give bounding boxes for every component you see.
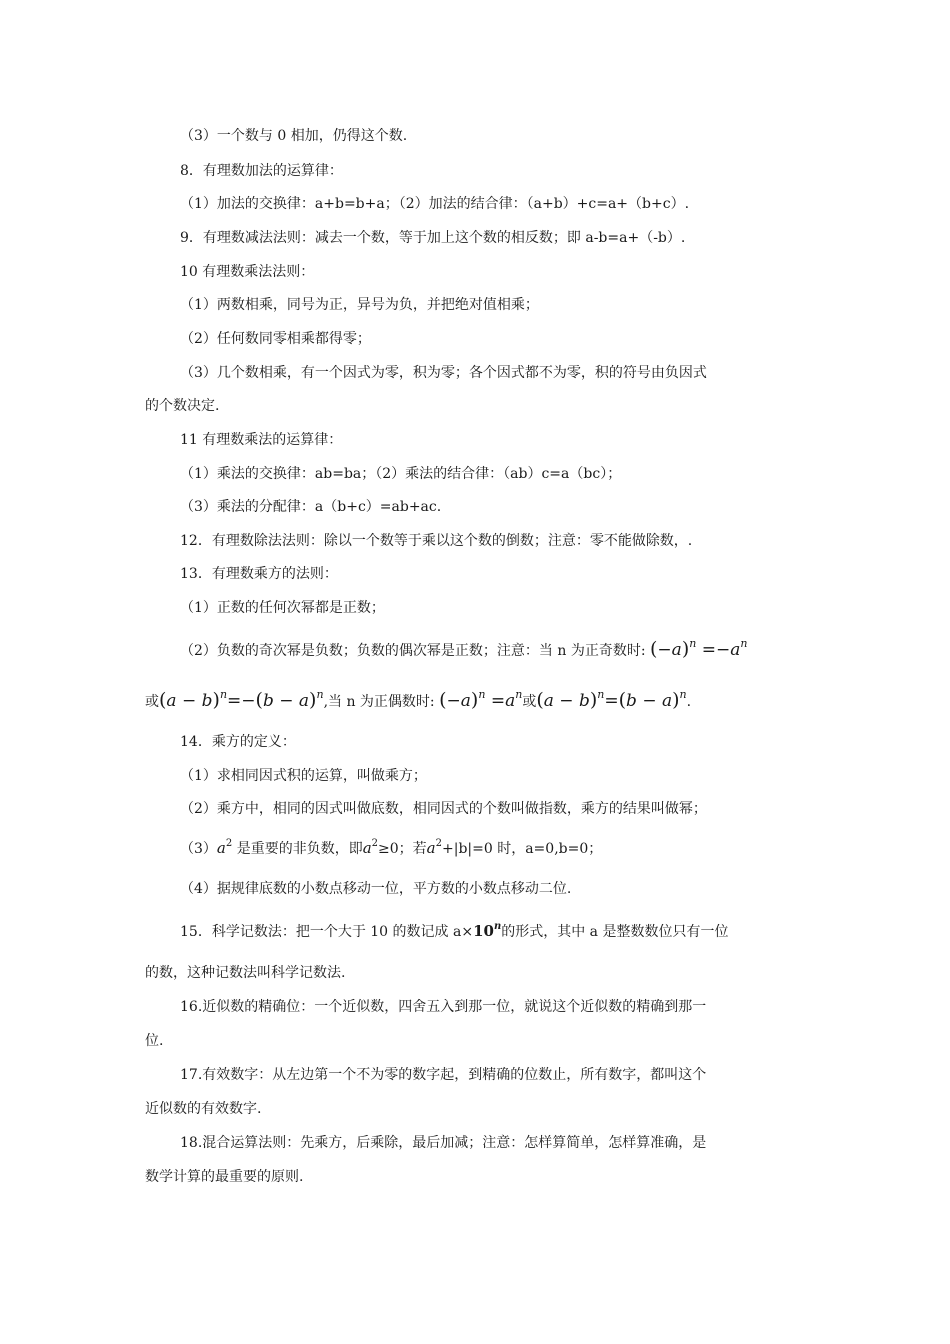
text-line: （1）两数相乘，同号为正，异号为负，并把绝对值相乘；	[180, 297, 539, 313]
text-line: （2）任何数同零相乘都得零；	[180, 331, 371, 347]
text-line: （3）乘法的分配律：a（b+c）=ab+ac.	[180, 499, 442, 515]
text-segment: 15．科学记数法：把一个大于 10 的数记成 a×	[180, 924, 474, 940]
text-line	[145, 685, 691, 712]
text-segment: 是重要的非负数，即	[236, 841, 363, 857]
text-line: （1）加法的交换律：a+b=b+a；（2）加法的结合律：（a+b）+c=a+（b+c）.	[180, 196, 690, 212]
text-line: 11 有理数乘法的运算律：	[180, 432, 343, 448]
formula-a-squared: $a^2$	[362, 838, 379, 857]
text-line: （3）几个数相乘，有一个因式为零，积为零；各个因式都不为零，积的符号由负因式	[180, 365, 707, 381]
text-segment: 或	[145, 694, 159, 710]
text-line: 9．有理数减法法则：减去一个数，等于加上这个数的相反数；即 a-b=a+（-b）.	[180, 230, 686, 246]
text-line: 13．有理数乘方的法则：	[180, 566, 338, 582]
formula-a-squared: $a^2$	[216, 838, 233, 857]
text-segment: 的形式，其中 a 是整数数位只有一位	[501, 924, 729, 940]
text-line: （1）正数的任何次幂都是正数；	[180, 600, 385, 616]
text-segment: （3）	[180, 841, 217, 857]
text-line: 8．有理数加法的运算律：	[180, 163, 343, 179]
text-line: 17.有效数字：从左边第一个不为零的数字起，到精确的位数止，所有数字，都叫这个	[180, 1067, 707, 1083]
text-line: 位.	[145, 1033, 164, 1049]
text-line: 16.近似数的精确位：一个近似数，四舍五入到那一位，就说这个近似数的精确到那一	[180, 999, 707, 1015]
text-line	[180, 634, 747, 661]
text-line: 12．有理数除法法则：除以一个数等于乘以这个数的倒数；注意：零不能做除数，.	[180, 533, 693, 549]
formula-a-squared: $a^2$	[426, 838, 442, 857]
text-line: 10 有理数乘法法则：	[180, 264, 315, 280]
text-line: 18.混合运算法则：先乘方，后乘除，最后加减；注意：怎样算简单，怎样算准确，是	[180, 1135, 707, 1151]
text-line: 近似数的有效数字.	[145, 1101, 262, 1117]
text-segment: 或	[522, 694, 537, 710]
text-line: 14．乘方的定义：	[180, 734, 296, 750]
text-segment: ,当 n 为正偶数时:	[323, 694, 435, 710]
formula-even-power-diff: $(a - b)^n=(b - a)^n$	[536, 688, 687, 711]
text-line: （4）据规律底数的小数点移动一位，平方数的小数点移动二位.	[180, 881, 572, 897]
text-line: 的个数决定.	[145, 398, 220, 414]
text-line: 数学计算的最重要的原则.	[145, 1169, 304, 1185]
text-line: （1）乘法的交换律：ab=ba；（2）乘法的结合律：（ab）c=a（bc）；	[180, 466, 622, 482]
text-line: （2）乘方中，相同的因式叫做底数，相同因式的个数叫做指数，乘方的结果叫做幂；	[180, 801, 707, 817]
text-line	[180, 917, 728, 942]
text-segment: ≥0；若	[378, 841, 427, 857]
formula-even-power: $(-a)^n =a^n$	[439, 688, 523, 711]
formula-odd-power-diff: $(a - b)^n=-(b - a)^n$	[159, 688, 324, 711]
formula-odd-power: $(-a)^n =-a^n$	[650, 637, 748, 660]
text-line: （3）一个数与 0 相加，仍得这个数.	[180, 128, 408, 144]
text-line: 的数，这种记数法叫科学记数法.	[145, 965, 346, 981]
text-segment: .	[686, 694, 692, 710]
formula-ten-power-n: 10$^n$	[473, 921, 502, 940]
text-line	[180, 834, 602, 859]
text-line: （1）求相同因式积的运算，叫做乘方；	[180, 768, 427, 784]
text-segment: （2）负数的奇次幂是负数；负数的偶次幂是正数；注意：当 n 为正奇数时:	[180, 643, 646, 659]
text-segment: +|b|=0 时，a=0,b=0；	[442, 841, 603, 857]
